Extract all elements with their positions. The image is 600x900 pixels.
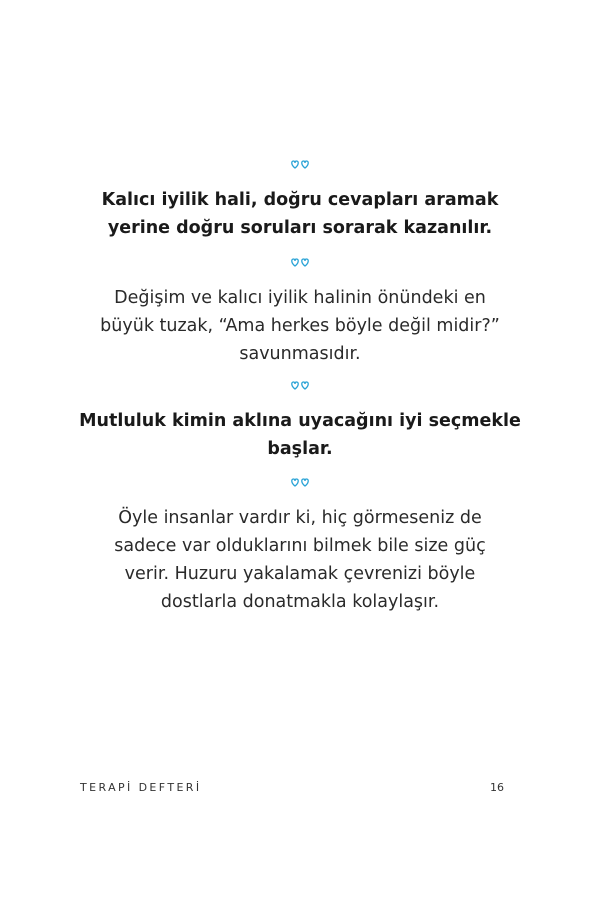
- quote-4-line-2: sadece var olduklarını bilmek bile size güç: [114, 536, 486, 556]
- quote-3-line-2: başlar.: [267, 439, 333, 459]
- quote-4-line-1: Öyle insanlar vardır ki, hiç görmeseniz de: [118, 508, 482, 528]
- quote-1-line-1: Kalıcı iyilik hali, doğru cevapları aramak: [101, 190, 499, 210]
- quote-2-line-3: savunmasıdır.: [239, 344, 361, 364]
- page-number: 16: [490, 781, 504, 794]
- quote-4-line-3: verir. Huzuru yakalamak çevrenizi böyle: [124, 564, 476, 584]
- quote-4-line-4: dostlarla donatmakla kolaylaşır.: [160, 592, 440, 612]
- ornament-icon: [290, 379, 310, 391]
- ornament-icon: [290, 476, 310, 488]
- quote-2: [60, 284, 540, 368]
- footer-book-title: TERAPİ DEFTERİ: [80, 781, 202, 794]
- ornament-icon: [290, 256, 310, 268]
- ornament-icon: [290, 158, 310, 170]
- quote-3: [60, 407, 540, 463]
- quote-3-line-1: Mutluluk kimin aklına uyacağını iyi seçmekle: [79, 411, 521, 431]
- quote-2-line-2: büyük tuzak, “Ama herkes böyle değil midir?”: [100, 316, 500, 336]
- quote-1-line-2: yerine doğru soruları sorarak kazanılır.: [107, 218, 493, 238]
- quote-4: [60, 504, 540, 616]
- quote-2-line-1: Değişim ve kalıcı iyilik halinin önündeki en: [114, 288, 486, 308]
- quote-1: [60, 186, 540, 242]
